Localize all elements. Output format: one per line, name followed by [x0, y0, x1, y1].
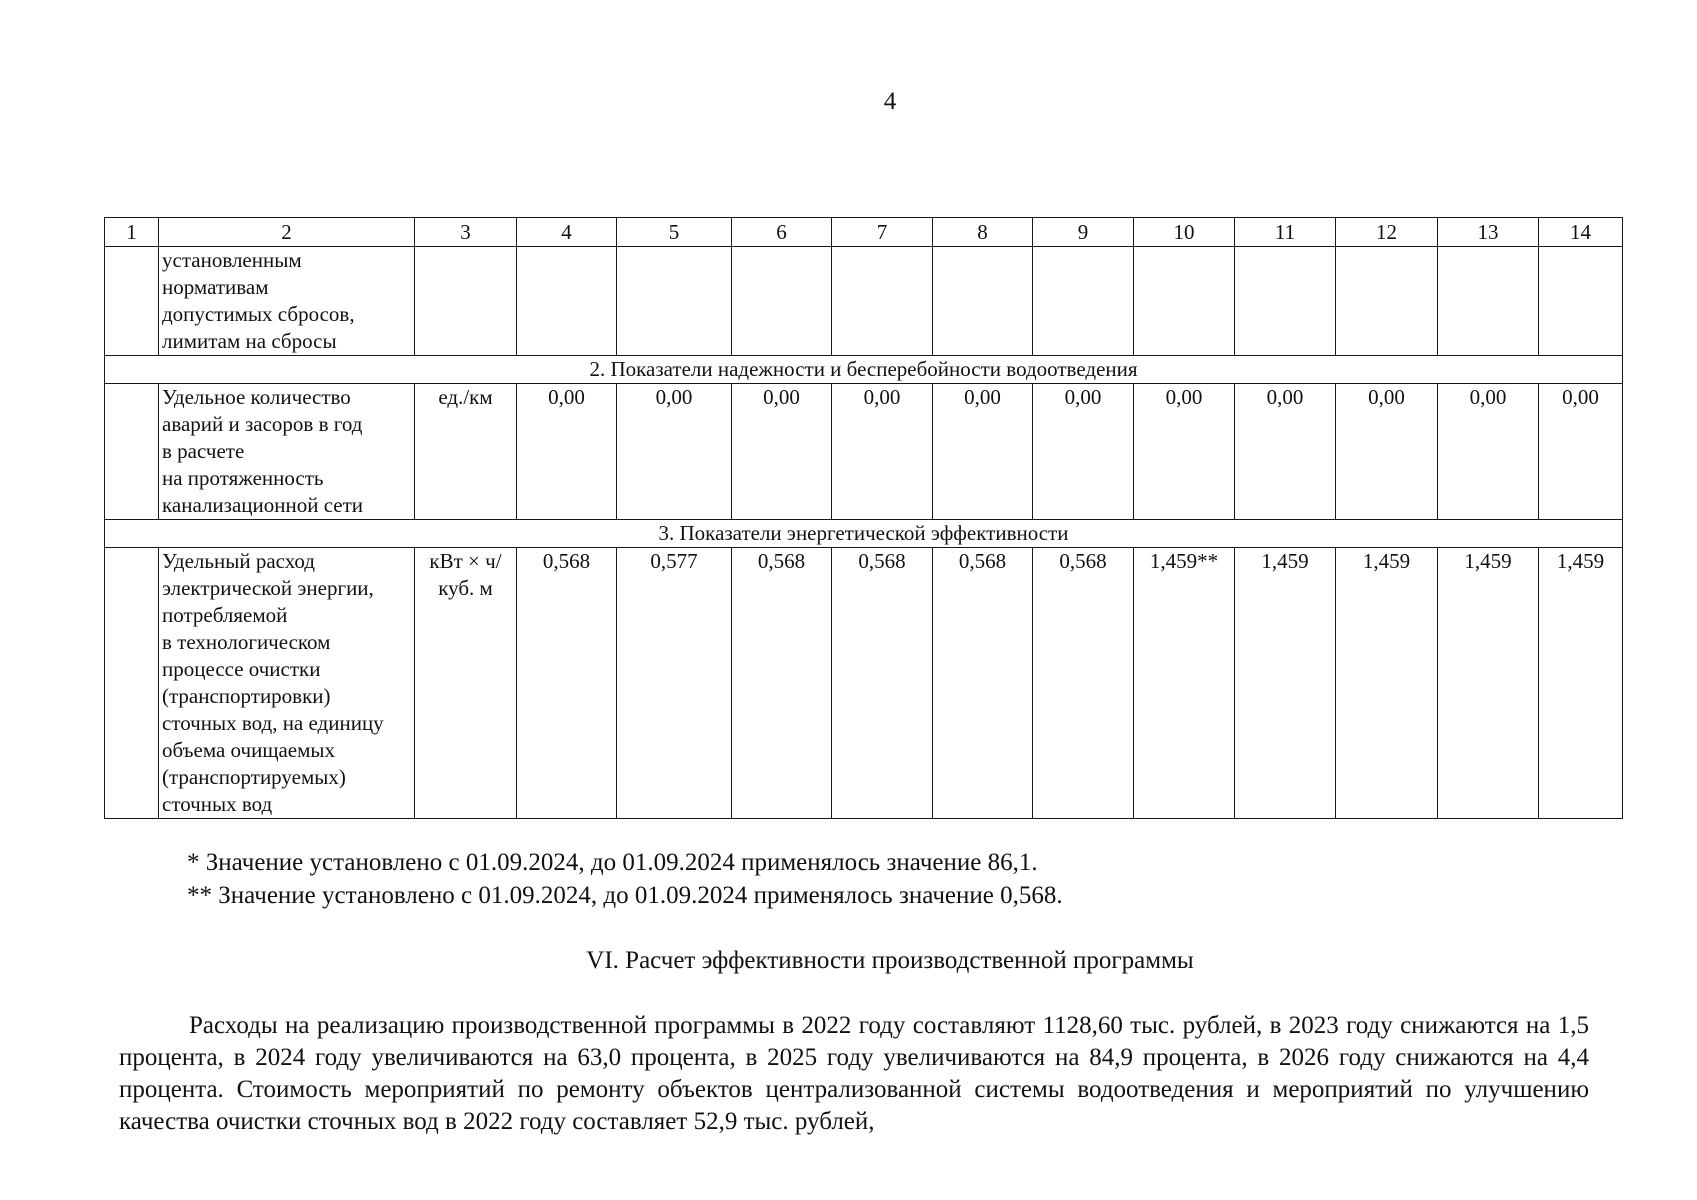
body-paragraph: Расходы на реализацию производственной программы в 2022 году составляют 1128,60 тыс. рублей, в 2023 году снижаются на 1,5 процента, в 2024 году увеличиваются на 63,0 процента, в 2025 году увеличиваются на 84,9 процента, в 2026 году снижаются на 4,4 процента. Стоимость мероприятий по ремонту объектов централизованной системы водоотведения и мероприятий по улучшению качества очистки сточных вод в 2022 году составляет 52,9 тыс. рублей, — [119, 1012, 1589, 1135]
value-cell: 0,00 — [732, 384, 832, 520]
value-cell: 0,00 — [1134, 384, 1235, 520]
section-title: 3. Показатели энергетической эффективности — [105, 520, 1623, 548]
value-cell: 0,00 — [1235, 384, 1336, 520]
table-cell — [732, 247, 832, 356]
table-row — [105, 384, 1623, 520]
indicator-cell: Удельный расход электрической энергии, потребляемой в технологическом процессе очистки (транспортировки) сточных вод, на единицу объема очищаемых (транспортируемых) сточных вод — [159, 548, 415, 819]
value-cell: 1,459 — [1336, 548, 1438, 819]
value-cell: 0,00 — [1539, 384, 1623, 520]
table-cell — [517, 247, 617, 356]
table-cell — [1134, 247, 1235, 356]
page-number: 4 — [883, 88, 897, 115]
column-number: 5 — [617, 218, 732, 247]
section-header-row — [105, 520, 1623, 548]
column-number: 11 — [1235, 218, 1336, 247]
value-cell: 0,00 — [517, 384, 617, 520]
column-number: 13 — [1438, 218, 1539, 247]
column-number-row — [105, 218, 1623, 247]
table-cell — [1235, 247, 1336, 356]
column-number: 14 — [1539, 218, 1623, 247]
value-cell: 0,568 — [1033, 548, 1134, 819]
value-cell: 1,459 — [1235, 548, 1336, 819]
table-cell — [1033, 247, 1134, 356]
value-cell: 1,459 — [1438, 548, 1539, 819]
value-cell: 0,00 — [617, 384, 732, 520]
unit-cell: кВт × ч/ куб. м — [415, 548, 517, 819]
value-cell: 0,577 — [617, 548, 732, 819]
column-number: 4 — [517, 218, 617, 247]
footnotes — [187, 846, 1063, 912]
column-number: 2 — [159, 218, 415, 247]
column-number: 1 — [105, 218, 159, 247]
column-number: 12 — [1336, 218, 1438, 247]
table-cell — [415, 247, 517, 356]
section-heading: VI. Расчет эффективности производственной программы — [586, 947, 1194, 974]
table-cell — [1539, 247, 1623, 356]
indicators-table — [104, 217, 1623, 819]
section-title: 2. Показатели надежности и бесперебойности водоотведения — [105, 356, 1623, 384]
value-cell: 0,568 — [832, 548, 933, 819]
column-number: 3 — [415, 218, 517, 247]
column-number: 6 — [732, 218, 832, 247]
value-cell: 0,00 — [832, 384, 933, 520]
column-number: 10 — [1134, 218, 1235, 247]
indicator-cell: Удельное количество аварий и засоров в год в расчете на протяженность канализационной сети — [159, 384, 415, 520]
column-number: 9 — [1033, 218, 1134, 247]
value-cell: 0,00 — [1438, 384, 1539, 520]
column-number: 7 — [832, 218, 933, 247]
footnote: * Значение установлено с 01.09.2024, до 01.09.2024 применялось значение 86,1. — [187, 849, 1038, 876]
table-row — [105, 548, 1623, 819]
table-cell — [105, 384, 159, 520]
table-cell — [1336, 247, 1438, 356]
unit-cell: ед./км — [415, 384, 517, 520]
value-cell: 1,459 — [1539, 548, 1623, 819]
value-cell: 0,568 — [933, 548, 1033, 819]
table-cell — [832, 247, 933, 356]
footnote: ** Значение установлено с 01.09.2024, до 01.09.2024 применялось значение 0,568. — [187, 882, 1063, 909]
table-cell — [933, 247, 1033, 356]
value-cell: 0,568 — [732, 548, 832, 819]
indicator-cell: установленным нормативам допустимых сбросов, лимитам на сбросы — [159, 247, 415, 356]
value-cell: 0,00 — [933, 384, 1033, 520]
table-cell — [105, 548, 159, 819]
table-cell — [617, 247, 732, 356]
table-cell — [105, 247, 159, 356]
value-cell: 1,459** — [1134, 548, 1235, 819]
value-cell: 0,00 — [1033, 384, 1134, 520]
table-cell — [1438, 247, 1539, 356]
section-header-row — [105, 356, 1623, 384]
table-row — [105, 247, 1623, 356]
value-cell: 0,568 — [517, 548, 617, 819]
column-number: 8 — [933, 218, 1033, 247]
value-cell: 0,00 — [1336, 384, 1438, 520]
